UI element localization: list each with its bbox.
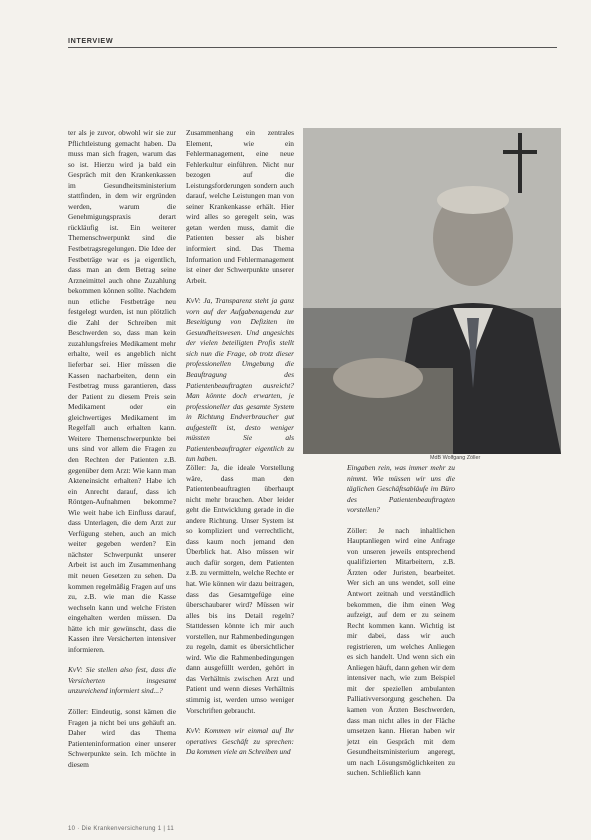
- text-column-2-lower: [186, 463, 294, 758]
- photo-caption: MdB Wolfgang Zöller: [430, 455, 481, 461]
- interview-answer: Zöller: Je nach inhaltlichen Hauptanliegen wird eine Anfrage von unseren jeweils entsprechend qualifizierten Mitarbeitern, z.B. Ärzten oder Juristen, bearbeitet. Wer sich an uns wendet, soll eine Antwort zeitnah und verständlich bekommen, die ihm einen Weg aufzeigt, auf dem er zu seinem Recht kommen kann. Wichtig ist mir dabei, dass wir auch registrieren, um welches Anliegen es sich handelt. Und wenn sich ein Anliegen häuft, dann gehen wir dem intensiver nach, wie zum Beispiel mit der speziellen ambulanten Palliativversorgung geschehen. Da kamen von Ärzten Beschwerden, dass man nicht alles in der Fläche umsetzen kann. Hieran haben wir jetzt ein Gespräch mit dem Gesundheitsministerium angeregt, um nach Lösungsmöglichkeiten zu suchen. Schließlich kann: [347, 525, 455, 778]
- interview-answer: Zöller: Ja, die ideale Vorstellung wäre, dass man den Patientenbeauftragten überhaupt nicht mehr brauchen. Aber leider geht die Entwicklung gerade in die andere Richtung. Unser System ist so kompliziert und verrechtlicht, dass kaum noch jemand den Überblick hat. Also müssen wir auch dafür sorgen, dem Patienten z.B. zu vermitteln, welche Rechte er hat. Wie können wir dazu beitragen, dass das Gesamtgefüge eine überschaubarer wird? Müssen wir alles bis ins Detail regeln? Stattdessen könnte ich mir auch vorstellen, nur Rahmenbedingungen zu regeln, damit es übersichtlicher wird. Wie die Rahmenbedingungen dann ausgefüllt werden, gehört in das Verhältnis zwischen Arzt und Patient und wenn dieses Verhältnis stimmig ist, werden umso weniger Vorschriften gebraucht.: [186, 463, 294, 715]
- text-column-1: [68, 128, 176, 770]
- text-column-2: [186, 128, 294, 464]
- interview-question: KvV: Sie stellen also fest, dass die Versicherten insgesamt unzureichend informiert sind...?: [68, 665, 176, 696]
- paragraph: Zusammenhang ein zentrales Element, wie ein Fehlermanagement, eine neue Fehlerkultur einführen. Nicht nur bezogen auf die Leistungsforderungen sondern auch darauf, welche Leistungen man von seiner Krankenkasse erhält. Hier wird alles so geregelt sein, was getan werden muss, damit die Patienten besser als bisher informiert sind. Das Thema Information und Fehlermanagement ist einer der Schwerpunkte unserer Arbeit.: [186, 128, 294, 285]
- paragraph: ter als je zuvor, obwohl wir sie zur Pflichtleistung gemacht haben. Da muss man sich fragen, warum das so ist. Hierzu wird ja bald ein Gespräch mit den Krankenkassen im Gesundheitsministerium stattfinden, in dem wir ergründen werden, warum die Genehmigungspraxis derart rückläufig ist. Ein weiterer Themenschwerpunkt sind die Festbetragsregelungen. Die Idee der Festbeträge war es ja eigentlich, dass man an dem Betrag seine Arzneimittel auch ohne Zuzahlung bekommen können sollte. Nachdem nun etliche Festbeträge neu festgelegt wurden, ist nun plötzlich die Zahl der Schreiben mit Beschwerden so, dass man kein zuzahlungsfreies Medikament mehr erhalte, weil es angeblich nicht lieferbar sei. Hier müssen die Kassen nacharbeiten, denn ein Festbetrag muss garantieren, dass der Patient zu diesem Preis sein Medikament oder ein gleichwertiges Medikament im Regelfall auch erhalten kann. Weitere Themenschwerpunkte bei uns sind vor allem die Fragen zu den Rechten der Patienten z.B. gegenüber dem Arzt: Wie kann man Akteneinsicht erhalten? Habe ich ein Anrecht darauf, dass ich Röntgen-Aufnahmen bekomme? Wie weit habe ich Einfluss darauf, dass Unterlagen, die dem Arzt zur Verfügung stehen, auch an mich weiter gegeben werden? Ein nächster Schwerpunkt unserer Arbeit ist auch im Zusammenhang mit neuen Gesetzen zu sehen. Da kommen regelmäßig Fragen auf uns zu, z.B. wie man die Kasse wechseln kann und welche Fristen eingehalten werden müssen. Da hätte ich mir gewünscht, dass die Kassen ihre Versicherten intensiver informieren.: [68, 128, 176, 654]
- interview-question: Eingaben rein, was immer mehr zu nimmt. Wie müssen wir uns die täglichen Geschäftsabläufe im Büro des Patientenbeauftragten vorstellen?: [347, 463, 455, 515]
- interview-question: KvV: Kommen wir einmal auf Ihr operatives Geschäft zu sprechen: Da kommen viele an Schreiben und: [186, 726, 294, 757]
- portrait-image: [303, 128, 561, 454]
- interview-question: KvV: Ja, Transparenz steht ja ganz vorn auf der Aufgabenagenda zur Beseitigung von Defiziten im Gesundheitswesen. Und angesichts der vielen beteiligten Profis stellt sich nun die Frage, ob trotz dieser professionellen Umgebung die Beauftragung des Patientenbeauftragten ausreicht? Man könnte doch erwarten, je professioneller das gesamte System in Richtung Endverbraucher gut aufgestellt ist, desto weniger müssten Sie als Patientenbeauftragter eigentlich zu tun haben.: [186, 296, 294, 464]
- header-rule: [68, 47, 557, 48]
- text-column-3: [347, 463, 455, 779]
- page-footer: 10 · Die Krankenversicherung 1 | 11: [68, 826, 174, 832]
- section-label: INTERVIEW: [68, 36, 114, 45]
- interview-photo: [303, 128, 561, 454]
- interview-answer: Zöller: Eindeutig, sonst kämen die Fragen ja nicht bei uns gehäuft an. Daher wird das Thema Patienteninformation einer unserer Schwerpunkte sein. Ich möchte in diesem: [68, 706, 176, 769]
